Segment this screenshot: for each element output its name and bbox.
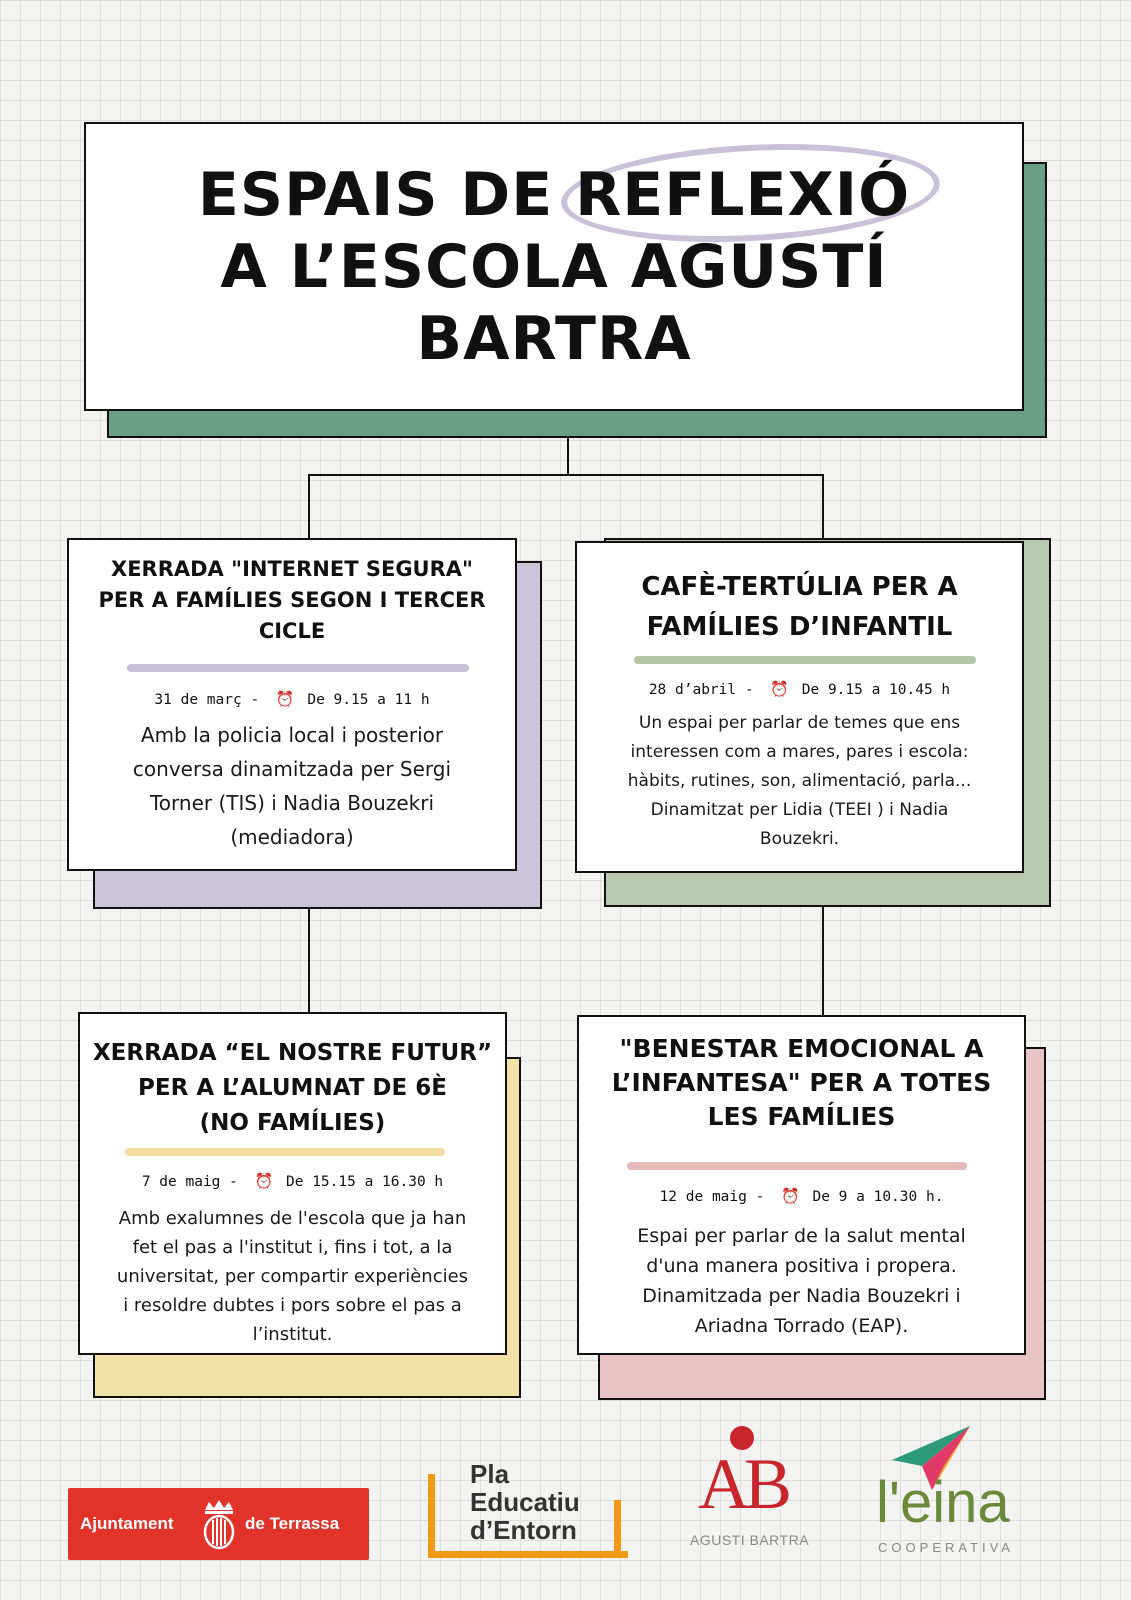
connector-crossbar — [308, 474, 824, 476]
event-3-title: XERRADA “EL NOSTRE FUTUR” PER A L’ALUMNAT DE 6È (NO FAMÍLIES) — [92, 1040, 493, 1136]
connector-right-down — [822, 474, 824, 542]
event-2-datetime — [577, 680, 1022, 698]
event-3-description: Amb exalumnes de l'escola que ja han fet el pas a l'institut i, fins i tot, a la universitat, per compartir experiències i resoldre dubtes i pors sobre el pas a l’institut. — [116, 1208, 469, 1345]
event-4-description: Espai per parlar de la salut mental d'una manera positiva i propera. Dinamitzada per Nadia Bouzekri i Ariadna Torrado (EAP). — [637, 1225, 966, 1337]
leina-name: l'eina — [876, 1470, 1010, 1535]
event-3-date: 7 de maig - — [141, 1174, 238, 1190]
event-3-underline — [125, 1148, 445, 1156]
alarm-clock-icon: ⏰ — [770, 680, 790, 698]
connector-right-lower — [822, 907, 824, 1017]
crown-crest-icon — [197, 1498, 241, 1552]
logo-pla-educatiu-entorn — [428, 1460, 630, 1560]
event-2-title: CAFÈ-TERTÚLIA PER A FAMÍLIES D’INFANTIL — [641, 572, 958, 642]
page-title — [198, 159, 910, 375]
alarm-clock-icon: ⏰ — [781, 1187, 800, 1205]
event-2-date: 28 d’abril - — [648, 682, 754, 698]
event-3-time: De 15.15 a 16.30 h — [286, 1174, 444, 1190]
event-3-datetime — [80, 1172, 505, 1190]
alarm-clock-icon: ⏰ — [254, 1172, 274, 1190]
agusti-caption: AGUSTI BARTRA — [690, 1532, 810, 1548]
terrassa-right-text: de Terrassa — [245, 1514, 340, 1533]
agusti-mark: AB — [698, 1444, 787, 1524]
header-card — [84, 122, 1024, 411]
event-4-datetime — [579, 1187, 1024, 1205]
title-highlight: REFLEXIÓ — [575, 159, 911, 230]
connector-trunk — [567, 438, 569, 476]
event-1-underline — [127, 664, 469, 672]
logo-ajuntament-terrassa — [68, 1488, 369, 1560]
logo-agusti-bartra — [690, 1426, 830, 1556]
event-1-date: 31 de març - — [154, 692, 260, 708]
event-4-underline — [627, 1162, 967, 1170]
connector-left-lower — [308, 909, 310, 1013]
event-4-time: De 9 a 10.30 h. — [812, 1189, 944, 1205]
connector-left-down — [308, 474, 310, 540]
title-line3: BARTRA — [416, 303, 692, 374]
event-card-cafe-tertulia — [575, 541, 1024, 873]
event-2-underline — [634, 656, 976, 664]
logo-leina-cooperativa — [872, 1426, 1044, 1558]
terrassa-left-text: Ajuntament — [80, 1514, 174, 1533]
leina-caption: COOPERATIVA — [878, 1540, 1014, 1555]
event-2-time: De 9.15 a 10.45 h — [801, 682, 951, 698]
event-4-title: "BENESTAR EMOCIONAL A L’INFANTESA" PER A TOTES LES FAMÍLIES — [611, 1034, 992, 1131]
event-1-time: De 9.15 a 11 h — [307, 692, 430, 708]
pla-text: Pla Educatiu d’Entorn — [470, 1459, 580, 1545]
event-card-internet-segura — [67, 538, 517, 871]
title-line2: A L’ESCOLA AGUSTÍ — [220, 231, 888, 302]
event-4-date: 12 de maig - — [659, 1189, 765, 1205]
pla-orange-frame-right — [614, 1500, 621, 1558]
title-line1: ESPAIS DE REFLEXIÓ — [197, 159, 911, 230]
event-card-benestar-emocional — [577, 1015, 1026, 1355]
event-2-description: Un espai per parlar de temes que ens interessen com a mares, pares i escola: hàbits, rutines, son, alimentació, parla... Dinamitzat per Lidia (TEEI ) i Nadia Bouzekri. — [627, 713, 972, 849]
event-1-datetime — [69, 690, 515, 708]
event-1-title: XERRADA "INTERNET SEGURA" PER A FAMÍLIES SEGON I TERCER CICLE — [98, 557, 486, 643]
event-1-description: Amb la policia local i posterior conversa dinamitzada per Sergi Torner (TIS) i Nadia Bouzekri (mediadora) — [132, 723, 452, 849]
alarm-clock-icon: ⏰ — [275, 690, 295, 708]
event-card-nostre-futur — [78, 1012, 507, 1355]
